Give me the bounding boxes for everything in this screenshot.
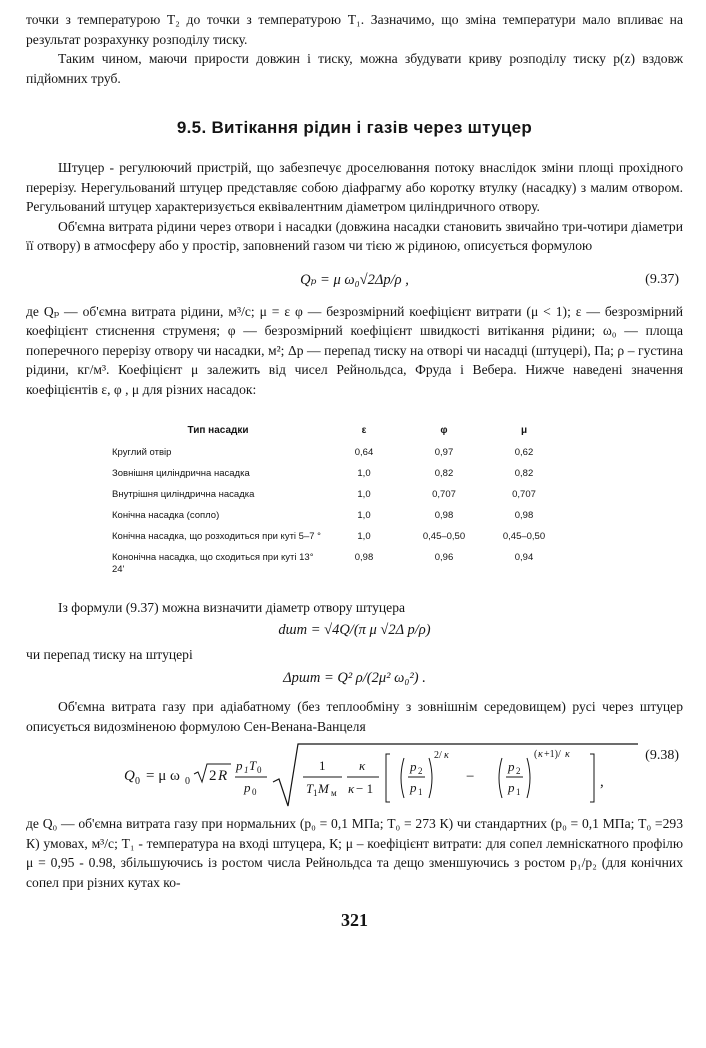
equation-9-37 xyxy=(26,268,683,298)
table-cell-type: Зовнішня циліндрична насадка xyxy=(112,468,250,479)
table-row xyxy=(112,465,564,486)
coefficients-table xyxy=(112,421,564,582)
equation-9-37-body: Qₚ = μ ω₀√2Δp/ρ , xyxy=(300,271,409,288)
svg-text:,: , xyxy=(600,774,604,790)
equation-9-38-formula xyxy=(26,740,683,810)
explain-paragraph: де Qₚ — об'ємна витрата рідини, м³/с; μ = ε φ — безрозмірний коефіцієнт витрати (μ < 1); ε — безрозмірний коефіцієнт стиснення струменя; φ — безрозмірний коефіцієнт швидкості витікання рідини; ω₀ — площа поперечного перерізу отвору чи насадки, м²; Δp — перепад тиску на отворі чи насадці (штуцері), Па; ρ – густина рідини, кг/м³. Коефіцієнт μ залежить від чисел Рейнольдса, Фруда і Вебера. Нижче наведені значення коефіцієнтів ε, φ , μ для різних насадок: xyxy=(26,303,683,397)
svg-text:1: 1 xyxy=(313,788,318,798)
table-row xyxy=(112,549,564,582)
table-cell-mu: 0,82 xyxy=(514,468,534,479)
document-page xyxy=(26,10,683,931)
svg-text:κ: κ xyxy=(444,750,449,761)
section-heading: 9.5. Витікання рідин і газів через штуцер xyxy=(176,118,533,137)
equation-9-38 xyxy=(26,740,683,810)
svg-text:− 1: − 1 xyxy=(356,781,374,796)
svg-text:Q: Q xyxy=(124,768,135,784)
svg-text:+1)/: +1)/ xyxy=(544,749,561,760)
table-cell-epsilon: 1,0 xyxy=(357,510,371,521)
table-header-mu: μ xyxy=(520,425,528,436)
svg-text:2: 2 xyxy=(209,768,217,784)
table-cell-phi: 0,96 xyxy=(434,552,454,563)
svg-text:1: 1 xyxy=(319,758,326,773)
svg-text:κ: κ xyxy=(565,749,570,760)
diameter-formula: dшт = √4Q/(π μ √2Δ p/ρ) xyxy=(278,621,431,638)
table-row xyxy=(112,528,564,549)
svg-text:0: 0 xyxy=(135,776,140,787)
diameter-paragraph: Із формули (9.37) можна визначити діаметр отвору штуцера xyxy=(58,600,406,615)
svg-text:2: 2 xyxy=(516,766,521,776)
svg-text:T: T xyxy=(306,781,314,796)
intro-paragraph-2: Таким чином, маючи прирости довжин і тиску, можна збудувати криву розподілу тиску p(z) вздовж підйомних труб. xyxy=(26,51,683,86)
svg-text:p: p xyxy=(508,780,515,795)
intro-paragraph-1: точки з температурою T₂ до точки з температурою T₁. Зазначимо, що зміна температури мало впливає на результат розрахунку розподілу тиску. xyxy=(26,12,683,47)
svg-text:= μ ω: = μ ω xyxy=(146,768,180,784)
table-cell-epsilon: 0,64 xyxy=(354,447,374,458)
equation-9-38-number: (9.38) xyxy=(645,748,679,763)
gas-explain-paragraph: де Q₀ — об'ємна витрата газу при нормальних (p₀ = 0,1 МПа; T₀ = 273 К) чи стандартних (p₀ = 0,1 МПа; T₀ =293 К) умовах, м³/с; T₁ - температура на вході штуцера, К; μ – коефіцієнт витрати: для сопел лемніскатного профілю μ = 0,95 - 0.98, збільшуючись із ростом числа Рейнольдса та дещо зменшуючись з ростом p₁/p₂ (для конічних сопел при різних кутах ко- xyxy=(26,816,683,890)
svg-text:p: p xyxy=(410,780,417,795)
gas-paragraph: Об'ємна витрата газу при адіабатному (без теплообміну з зовнішнім середовищем) русі через штуцер описується видозміненою формулою Сен-Венана-Ванцеля xyxy=(26,699,683,734)
svg-text:1: 1 xyxy=(516,787,521,797)
pressure-drop-formula: Δpшт = Q² ρ/(2μ² ω₀²) . xyxy=(283,670,426,686)
table-cell-phi: 0,98 xyxy=(434,510,454,521)
svg-text:p: p xyxy=(244,780,251,795)
table-cell-type: Конічна насадка, що розходиться при куті 5–7 ° xyxy=(112,531,321,542)
svg-text:1: 1 xyxy=(244,765,249,775)
page-number: 321 xyxy=(341,910,368,930)
table-cell-epsilon: 1,0 xyxy=(357,489,371,500)
equation-9-37-number: (9.37) xyxy=(645,271,679,287)
table-cell-type: Внутрішня циліндрична насадка xyxy=(112,489,255,500)
svg-text:−: − xyxy=(466,769,475,785)
table-cell-mu: 0,62 xyxy=(514,447,534,458)
svg-text:0: 0 xyxy=(185,776,190,787)
svg-text:2: 2 xyxy=(418,766,423,776)
table-cell-epsilon: 1,0 xyxy=(357,531,371,542)
table-cell-phi: 0,707 xyxy=(432,489,456,500)
table-row xyxy=(112,444,564,465)
svg-text:0: 0 xyxy=(257,765,262,775)
table-cell-epsilon: 1,0 xyxy=(357,468,371,479)
svg-text:κ: κ xyxy=(538,749,543,760)
table-header-epsilon: ε xyxy=(361,425,367,436)
svg-text:2/: 2/ xyxy=(434,750,442,761)
table-cell-mu: 0,94 xyxy=(514,552,534,563)
svg-text:(: ( xyxy=(534,749,538,760)
svg-text:м: м xyxy=(331,788,337,798)
svg-text:p: p xyxy=(508,759,515,774)
table-cell-mu: 0,98 xyxy=(514,510,534,521)
table-cell-mu: 0,45–0,50 xyxy=(502,531,546,542)
table-row xyxy=(112,486,564,507)
table-header-row xyxy=(112,421,564,444)
table-cell-phi: 0,97 xyxy=(434,447,454,458)
svg-text:1: 1 xyxy=(418,787,423,797)
svg-text:M: M xyxy=(318,781,329,796)
table-row xyxy=(112,507,564,528)
table-cell-type: Конічна насадка (сопло) xyxy=(112,510,220,521)
table-header-phi: φ xyxy=(440,425,448,436)
table-cell-phi: 0,82 xyxy=(434,468,454,479)
flow-paragraph: Об'ємна витрата рідини через отвори і насадки (довжина насадки становить звичайно три-чотири діаметри її отвору) в атмосферу або у простір, заповнений газом чи тією ж рідиною, описується формулою xyxy=(26,218,683,253)
definition-paragraph: Штуцер - регулюючий пристрій, що забезпечує дроселювання потоку внаслідок зміни площі прохідного перерізу. Нерегульований штуцер представляє собою діафрагму або коротку втулку (насадку) з малим отвором. Регульований штуцер характеризується еквівалентним діаметром циліндричного отвору. xyxy=(26,160,683,214)
svg-text:κ: κ xyxy=(348,781,355,796)
table-cell-type: Кононічна насадка, що сходиться при куті 13° 24' xyxy=(112,552,314,575)
svg-text:R: R xyxy=(218,768,228,784)
svg-text:p: p xyxy=(410,759,417,774)
table-header-type: Тип насадки xyxy=(187,425,249,436)
svg-text:κ: κ xyxy=(359,758,366,773)
svg-text:p: p xyxy=(236,758,243,773)
drop-paragraph: чи перепад тиску на штуцері xyxy=(26,646,193,662)
table-cell-mu: 0,707 xyxy=(512,489,536,500)
table-cell-epsilon: 0,98 xyxy=(354,552,374,563)
table-cell-phi: 0,45–0,50 xyxy=(422,531,466,542)
svg-text:T: T xyxy=(249,758,257,773)
table-cell-type: Круглий отвір xyxy=(112,447,172,458)
svg-text:0: 0 xyxy=(252,787,257,797)
